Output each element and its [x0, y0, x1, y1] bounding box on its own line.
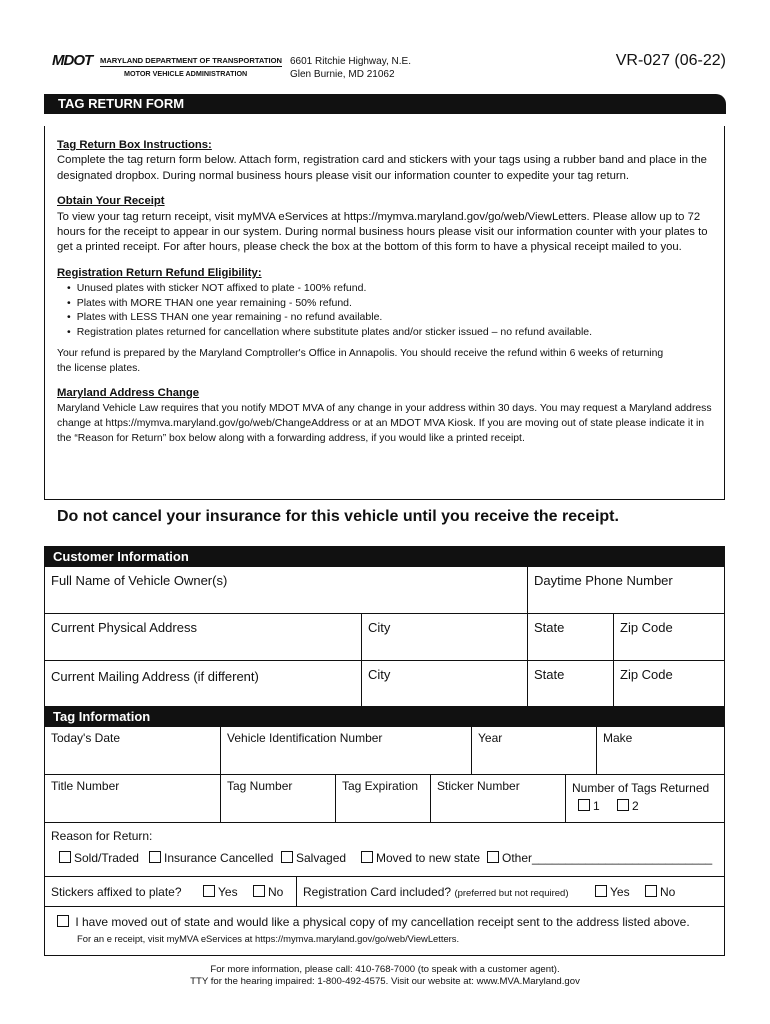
tag-expiration-field[interactable]: Tag Expiration [336, 775, 431, 823]
form-number: VR-027 (06-22) [615, 52, 726, 69]
receipt-text: To view your tag return receipt, visit myMVA eServices at https://mymva.maryland.gov/go/web/ViewLetters. Please allow up to 72 hours for the receipt to appear in our system. During normal business hours please visit our information counter with your plates to get a printed receipt. For after hours, please check the box at the bottom of this form to have a physical receipt mailed to you. [57, 210, 708, 254]
refund-item: • Registration plates returned for cancellation where substitute plates and/or sticker issued – no refund available. [67, 325, 717, 340]
reason-sold[interactable]: Sold/Traded [59, 851, 139, 865]
moved-checkbox[interactable] [361, 851, 373, 863]
box-instructions-heading: Tag Return Box Instructions: [57, 139, 212, 151]
moved-receipt-checkbox[interactable] [57, 915, 69, 927]
reg-card-yes-checkbox[interactable] [595, 885, 607, 897]
insurance-checkbox[interactable] [149, 851, 161, 863]
instructions-box [44, 126, 725, 500]
form-title: TAG RETURN FORM [44, 94, 726, 114]
refund-item: • Plates with LESS THAN one year remaining - no refund available. [67, 310, 717, 325]
mailing-state-field[interactable]: State [528, 661, 614, 707]
tag-number-field[interactable]: Tag Number [221, 775, 336, 823]
reg-card-yes[interactable]: Yes [595, 885, 630, 899]
num-tags-field: Number of Tags Returned 1 2 [566, 775, 724, 823]
stickers-no[interactable]: No [253, 885, 283, 899]
mailing-zip-field[interactable]: Zip Code [614, 661, 724, 707]
tag-section-header: Tag Information [45, 707, 724, 727]
refund-item: • Unused plates with sticker NOT affixed to plate - 100% refund. [67, 281, 717, 296]
num-tags-2-checkbox[interactable] [617, 799, 629, 811]
stickers-row [45, 877, 724, 907]
mailing-address-field[interactable]: Current Mailing Address (if different) [45, 661, 362, 707]
reason-row [45, 823, 724, 877]
physical-state-field[interactable]: State [528, 614, 614, 661]
title-number-field[interactable]: Title Number [45, 775, 221, 823]
owner-name-field[interactable]: Full Name of Vehicle Owner(s) [45, 567, 528, 614]
refund-list [57, 281, 717, 339]
num-tags-1-checkbox[interactable] [578, 799, 590, 811]
reg-card-no[interactable]: No [645, 885, 675, 899]
other-checkbox[interactable] [487, 851, 499, 863]
stickers-label: Stickers affixed to plate? [51, 885, 182, 899]
vin-field[interactable]: Vehicle Identification Number [221, 727, 472, 775]
sticker-number-field[interactable]: Sticker Number [431, 775, 566, 823]
physical-address-field[interactable]: Current Physical Address [45, 614, 362, 661]
moved-row [45, 909, 724, 955]
reason-label: Reason for Return: [51, 829, 153, 843]
address-change-heading: Maryland Address Change [57, 386, 200, 399]
stickers-no-checkbox[interactable] [253, 885, 265, 897]
physical-zip-field[interactable]: Zip Code [614, 614, 724, 661]
mailing-city-field[interactable]: City [362, 661, 528, 707]
customer-section-header: Customer Information [45, 547, 724, 567]
phone-field[interactable]: Daytime Phone Number [528, 567, 724, 614]
mdot-logo [52, 54, 280, 80]
physical-city-field[interactable]: City [362, 614, 528, 661]
insurance-warning: Do not cancel your insurance for this vehicle until you receive the receipt. [57, 508, 619, 525]
agency-name: MARYLAND DEPARTMENT OF TRANSPORTATION [100, 56, 282, 65]
stickers-yes[interactable]: Yes [203, 885, 238, 899]
refund-heading: Registration Return Refund Eligibility: [57, 266, 262, 279]
reason-salvaged[interactable]: Salvaged [281, 851, 346, 865]
reg-card-no-checkbox[interactable] [645, 885, 657, 897]
make-field[interactable]: Make [597, 727, 724, 775]
sold-checkbox[interactable] [59, 851, 71, 863]
logo-mark: MDOT [52, 52, 93, 69]
reason-insurance[interactable]: Insurance Cancelled [149, 851, 273, 865]
reason-moved[interactable]: Moved to new state [361, 851, 480, 865]
footer-tty: TTY for the hearing impaired: 1-800-492-4575. Visit our website at: www.MVA.Maryland.gov [190, 976, 580, 987]
refund-item: • Plates with MORE THAN one year remaining - 50% refund. [67, 296, 717, 311]
agency-subname: MOTOR VEHICLE ADMINISTRATION [124, 69, 248, 78]
refund-note: Your refund is prepared by the Maryland Comptroller's Office in Annapolis. You should receive the refund within 6 weeks of returning the license plates. [57, 347, 664, 374]
agency-address: 6601 Ritchie Highway, N.E. Glen Burnie, MD 21062 [290, 56, 411, 80]
stickers-yes-checkbox[interactable] [203, 885, 215, 897]
tag-return-form [44, 546, 725, 956]
box-instructions-text: Complete the tag return form below. Attach form, registration card and stickers with your tags using a rubber band and place in the designated dropbox. During normal business hours please visit our information counter to expedite your tag return. [57, 154, 707, 182]
footer [0, 964, 770, 988]
reason-other[interactable]: Other___________________________ [487, 851, 712, 865]
salvaged-checkbox[interactable] [281, 851, 293, 863]
e-receipt-note: For an e receipt, visit myMVA eServices at https://mymva.maryland.gov/go/web/ViewLetters. [77, 933, 460, 944]
address-change-text: Maryland Vehicle Law requires that you notify MDOT MVA of any change in your address within 30 days. You may request a Maryland address change at https://mymva.maryland.gov/go/web/ChangeAddress or at an MDOT MVA Kiosk. If you are moving out of state please indicate it in the “Reason for Return” box below along with a forwarding address, if you would like a printed receipt. [57, 403, 712, 445]
moved-option[interactable]: I have moved out of state and would like a physical copy of my cancellation receipt sent to the address listed above. [57, 915, 690, 929]
year-field[interactable]: Year [472, 727, 597, 775]
footer-phone: For more information, please call: 410-768-7000 (to speak with a customer agent). [210, 964, 560, 975]
receipt-heading: Obtain Your Receipt [57, 195, 165, 208]
reg-card-label: Registration Card included? (preferred but not required) [303, 885, 569, 899]
todays-date-field[interactable]: Today's Date [45, 727, 221, 775]
